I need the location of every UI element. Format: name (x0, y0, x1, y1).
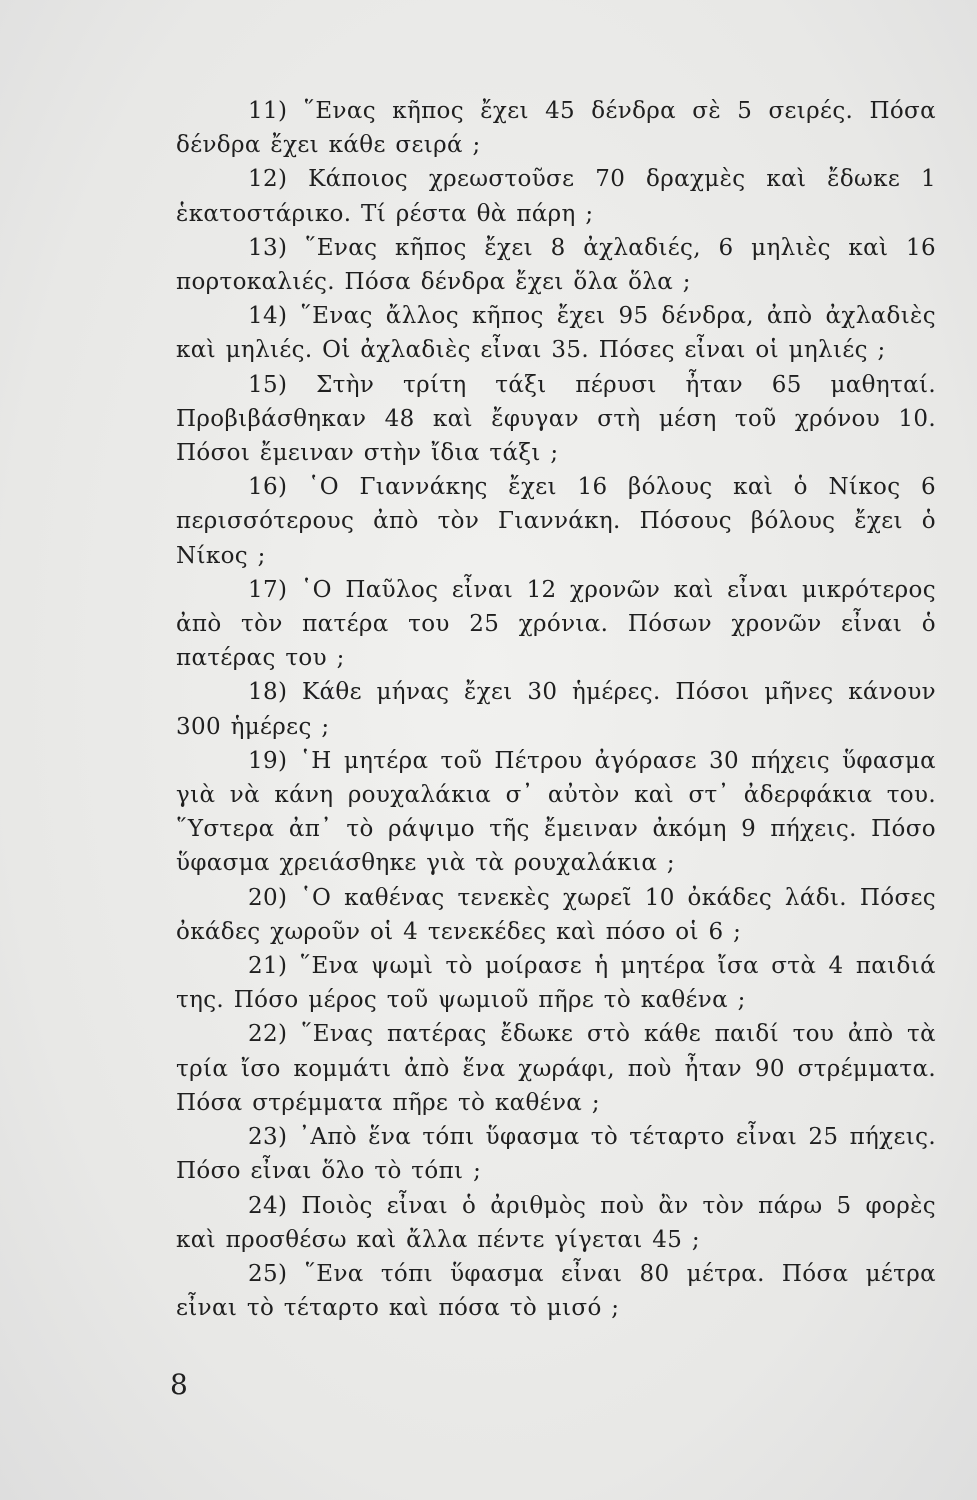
problem-18: 18) Κάθε μήνας ἔχει 30 ἡμέρες. Πόσοι μῆνες κάνουν 300 ἡμέρες ; (176, 679, 936, 740)
problem-23: 23) ᾿Απὸ ἕνα τόπι ὕφασμα τὸ τέταρτο εἶναι 25 πήχεις. Πόσο εἶναι ὅλο τὸ τόπι ; (176, 1124, 936, 1185)
problem-22: 22) ῞Ενας πατέρας ἔδωκε στὸ κάθε παιδί του ἀπὸ τὰ τρία ἴσο κομμάτι ἀπὸ ἕνα χωράφι, ποὺ ἦταν 90 στρέμματα. Πόσα στρέμματα πῆρε τὸ καθένα ; (176, 1021, 936, 1116)
problem-19: 19) ῾Η μητέρα τοῦ Πέτρου ἀγόρασε 30 πήχεις ὕφασμα γιὰ νὰ κάνη ρουχαλάκια σ᾿ αὐτὸν καὶ στ᾿ ἀδερφάκια του. ῞Υστερα ἀπ᾿ τὸ ράψιμο τῆς ἔμειναν ἀκόμη 9 πήχεις. Πόσο ὕφασμα χρειάσθηκε γιὰ τὰ ρουχαλάκια ; (176, 747, 936, 877)
problem-13: 13) ῞Ενας κῆπος ἔχει 8 ἀχλαδιές, 6 μηλιὲς καὶ 16 πορτοκαλιές. Πόσα δένδρα ἔχει ὅλα ὅλα ; (176, 234, 936, 296)
problem-15: 15) Στὴν τρίτη τάξι πέρυσι ἦταν 65 μαθηταί. Προβιβάσθηκαν 48 καὶ ἔφυγαν στὴ μέση τοῦ χρόνου 10. Πόσοι ἔμειναν στὴν ἴδια τάξι ; (176, 371, 936, 467)
problem-16: 16) ῾Ο Γιαννάκης ἔχει 16 βόλους καὶ ὁ Νίκος 6 περισσότερους ἀπὸ τὸν Γιαννάκη. Πόσους βόλους ἔχει ὁ Νίκος ; (176, 474, 936, 569)
problem-17: 17) ῾Ο Παῦλος εἶναι 12 χρονῶν καὶ εἶναι μικρότερος ἀπὸ τὸν πατέρα του 25 χρόνια. Πόσων χρονῶν εἶναι ὁ πατέρας του ; (176, 576, 936, 672)
problem-11: 11) ῞Ενας κῆπος ἔχει 45 δένδρα σὲ 5 σειρές. Πόσα δένδρα ἔχει κάθε σειρά ; (176, 98, 936, 159)
problem-21: 21) ῞Ενα ψωμὶ τὸ μοίρασε ἡ μητέρα ἴσα στὰ 4 παιδιά της. Πόσο μέρος τοῦ ψωμιοῦ πῆρε τὸ καθένα ; (176, 953, 936, 1014)
page-number: 8 (170, 1368, 188, 1401)
problem-20: 20) ῾Ο καθένας τενεκὲς χωρεῖ 10 ὀκάδες λάδι. Πόσες ὀκάδες χωροῦν οἱ 4 τενεκέδες καὶ πόσο οἱ 6 ; (176, 884, 936, 945)
problem-25: 25) ῞Ενα τόπι ὕφασμα εἶναι 80 μέτρα. Πόσα μέτρα εἶναι τὸ τέταρτο καὶ πόσα τὸ μισό ; (176, 1260, 936, 1322)
problem-24: 24) Ποιὸς εἶναι ὁ ἀριθμὸς ποὺ ἂν τὸν πάρω 5 φορὲς καὶ προσθέσω καὶ ἄλλα πέντε γίγεται 45 ; (176, 1192, 936, 1253)
problem-list (176, 94, 936, 1325)
problem-14: 14) ῞Ενας ἄλλος κῆπος ἔχει 95 δένδρα, ἀπὸ ἀχλαδιὲς καὶ μηλιές. Οἱ ἀχλαδιὲς εἶναι 35. Πόσες εἶναι οἱ μηλιές ; (176, 303, 936, 364)
problem-12: 12) Κάποιος χρεωστοῦσε 70 δραχμὲς καὶ ἔδωκε 1 ἑκατοστάρικο. Τί ρέστα θὰ πάρη ; (176, 166, 936, 227)
